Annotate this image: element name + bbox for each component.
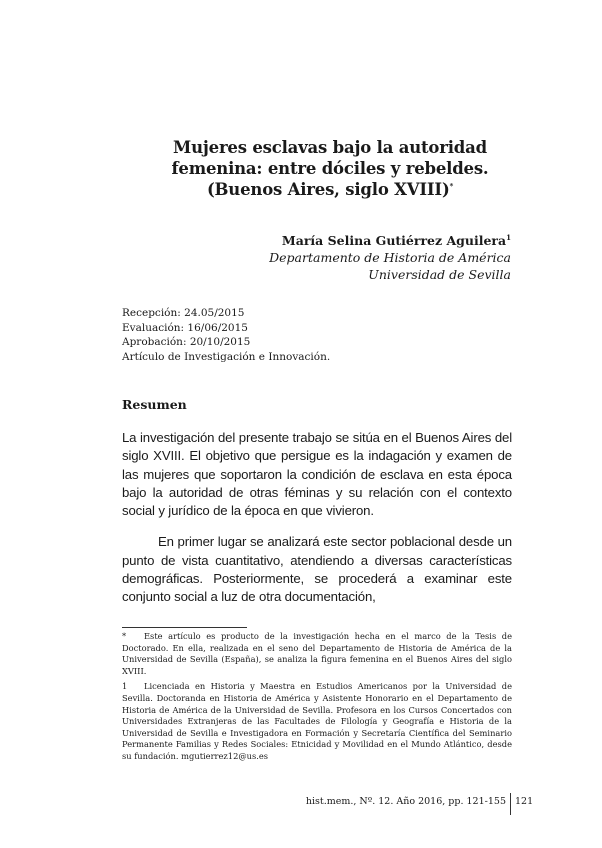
- abstract-paragraph-1: La investigación del presente trabajo se sitúa en el Buenos Aires del siglo XVIII. El objetivo que persigue es la indagación y examen de las mujeres que soportaron la condición de esclava en esta época bajo la autoridad de otras féminas y su relación con el contexto social y jurídico de la época en que vivieron.: [122, 430, 512, 519]
- author-department: Departamento de Historia de América: [269, 250, 511, 265]
- abstract-heading: Resumen: [122, 397, 187, 412]
- article-type: Artículo de Investigación e Innovación.: [122, 350, 331, 363]
- submission-dates: [122, 306, 330, 364]
- author-footnote-marker[interactable]: 1: [506, 232, 511, 242]
- article-title: [150, 137, 510, 200]
- footer-divider: [510, 793, 511, 815]
- author-name-line: [269, 232, 511, 249]
- title-footnote-marker[interactable]: *: [449, 181, 454, 191]
- evaluation-date: Evaluación: 16/06/2015: [122, 321, 248, 334]
- author-university: Universidad de Sevilla: [368, 267, 511, 282]
- journal-citation: hist.mem., Nº. 12. Año 2016, pp. 121-155: [305, 796, 506, 807]
- author-block: [269, 232, 511, 283]
- approval-date: Aprobación: 20/10/2015: [122, 336, 251, 348]
- footnote-2-text: Licenciada en Historia y Maestra en Estudios Americanos por la Universidad de Sevilla. Doctoranda en Historia de América y Asistente Honorario en el Departamento de Historia de América de la Universidad de Sevilla. Profesora en los Cursos Concertados con Universidades Extranjeras de las Facultades de Filología y Geografía e Historia de la Universidad de Sevilla e Investigadora en Formación y Secretaría Científica del Seminario Permanente Familias y Redes Sociales: Etnicidad y Movilidad en el Mundo Atlántico, desde su fundación. mgutierrez12@us.es: [122, 681, 512, 761]
- title-line-3-text: (Buenos Aires, siglo XVIII): [206, 180, 450, 199]
- footnotes: [122, 631, 512, 767]
- page-number: 121: [515, 796, 534, 807]
- footnote-2-mark: 1: [122, 681, 128, 692]
- footnote-1-mark: *: [122, 631, 127, 641]
- abstract-body: [122, 429, 512, 620]
- footnote-1: [122, 631, 512, 677]
- page-footer: [0, 793, 602, 815]
- abstract-paragraph-2: En primer lugar se analizará este sector poblacional desde un punto de vista cuantitativo, atendiendo a diversas características demográficas. Posteriormente, se procederá a examinar este conjunto social a luz de otra documentación,: [122, 534, 512, 605]
- footnote-separator: [122, 627, 247, 628]
- title-line-3: [150, 179, 510, 200]
- footnote-1-text: Este artículo es producto de la investigación hecha en el marco de la Tesis de Doctorado. En ella, realizada en el seno del Departamento de Historia de América de la Universidad de Sevilla (España), se analiza la figura femenina en el Buenos Aires del siglo XVIII.: [122, 631, 512, 676]
- title-line-1: Mujeres esclavas bajo la autoridad: [173, 138, 487, 157]
- footnote-2: [122, 681, 512, 762]
- author-name: María Selina Gutiérrez Aguilera: [281, 233, 507, 248]
- reception-date: Recepción: 24.05/2015: [122, 307, 245, 319]
- title-line-2: femenina: entre dóciles y rebeldes.: [171, 159, 489, 178]
